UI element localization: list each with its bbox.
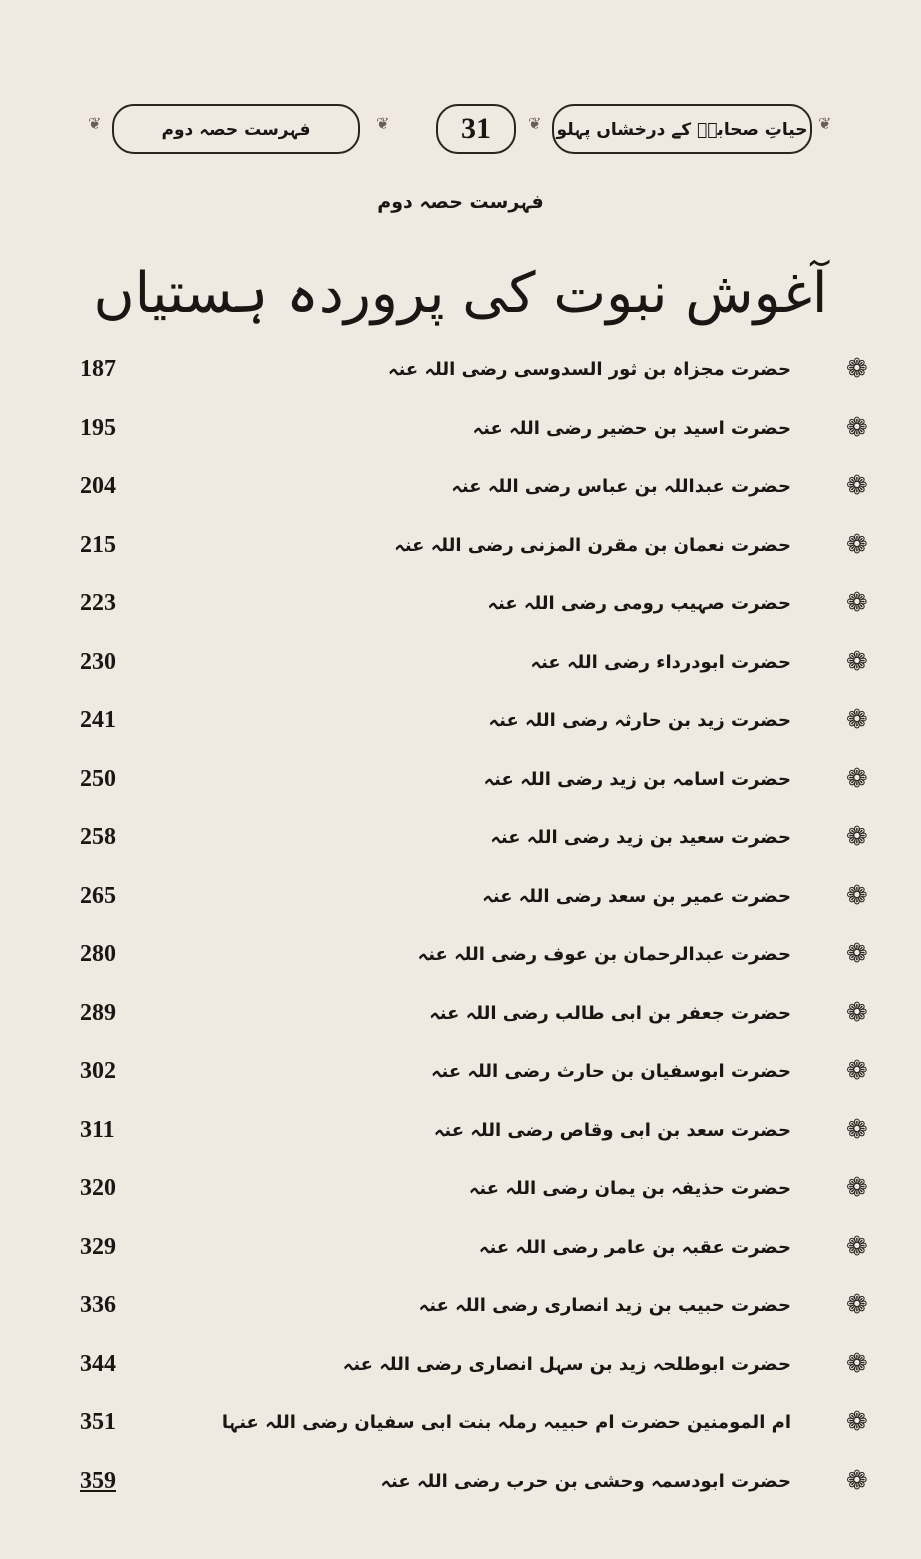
entry-page-number: 230 <box>80 648 116 675</box>
flower-bullet-icon: ❁ <box>846 1348 868 1379</box>
list-item <box>0 877 921 917</box>
list-item <box>0 526 921 566</box>
list-item <box>0 1111 921 1151</box>
entry-page-number: 289 <box>80 999 116 1026</box>
list-item <box>0 350 921 390</box>
list-item <box>0 935 921 975</box>
entry-name: حضرت نعمان بن مقرن المزنی رضی اللہ عنہ <box>394 534 791 556</box>
entry-page-number: 215 <box>80 531 116 558</box>
entry-page-number: 223 <box>80 590 116 616</box>
entry-name: حضرت زید بن حارثہ رضی اللہ عنہ <box>488 710 791 731</box>
section-text: فہرست حصہ دوم <box>161 119 311 140</box>
entry-name: حضرت جعفر بن ابی طالب رضی اللہ عنہ <box>429 1002 791 1024</box>
entry-page-number: 351 <box>80 1409 116 1435</box>
list-item <box>0 1052 921 1092</box>
entry-name: حضرت صہیب رومی رضی اللہ عنہ <box>487 593 791 614</box>
entry-page-number: 241 <box>80 707 116 733</box>
flower-bullet-icon: ❁ <box>846 1173 868 1203</box>
entry-page-number: 329 <box>80 1233 116 1260</box>
list-item <box>0 584 921 624</box>
list-item <box>0 1403 921 1443</box>
flower-bullet-icon: ❁ <box>846 763 868 794</box>
flower-bullet-icon: ❁ <box>846 939 868 969</box>
flower-bullet-icon: ❁ <box>846 1114 868 1145</box>
page-number-text: 31 <box>461 112 491 145</box>
flower-bullet-icon: ❁ <box>846 880 868 911</box>
entry-page-number: 320 <box>80 1175 116 1201</box>
entry-name: حضرت ابوطلحہ زید بن سہل انصاری رضی اللہ عنہ <box>342 1353 791 1375</box>
header-section-label <box>112 104 360 154</box>
entry-page-number: 302 <box>80 1058 116 1084</box>
list-item <box>0 1345 921 1385</box>
entry-page-number: 258 <box>80 824 116 850</box>
entry-name: حضرت اسامہ بن زید رضی اللہ عنہ <box>483 768 791 790</box>
entry-page-number: 250 <box>80 765 116 792</box>
flower-bullet-icon: ❁ <box>846 1290 868 1320</box>
flower-bullet-icon: ❁ <box>846 588 868 618</box>
page-number <box>436 104 516 154</box>
page-title: آغوش نبوت کی پروردہ ہستیاں <box>93 261 828 326</box>
flower-bullet-icon: ❁ <box>846 822 868 852</box>
flower-bullet-icon: ❁ <box>846 1231 868 1262</box>
entry-name: حضرت حذیفہ بن یمان رضی اللہ عنہ <box>468 1178 791 1199</box>
list-item <box>0 643 921 683</box>
entry-name: حضرت سعد بن ابی وقاص رضی اللہ عنہ <box>433 1119 791 1141</box>
list-item <box>0 818 921 858</box>
entry-name: حضرت حبیب بن زید انصاری رضی اللہ عنہ <box>418 1295 791 1316</box>
flower-bullet-icon: ❁ <box>846 705 868 735</box>
flower-bullet-icon: ❁ <box>846 412 868 443</box>
entry-name: حضرت عقبہ بن عامر رضی اللہ عنہ <box>478 1236 791 1258</box>
entry-page-number: 280 <box>80 941 116 967</box>
entry-name: حضرت ابودسمہ وحشی بن حرب رضی اللہ عنہ <box>380 1470 791 1492</box>
entry-page-number: 336 <box>80 1292 116 1318</box>
entry-page-number: 344 <box>80 1350 116 1377</box>
entry-name: حضرت ابودرداء رضی اللہ عنہ <box>530 651 791 673</box>
list-item <box>0 409 921 449</box>
entry-name: حضرت عبدالرحمان بن عوف رضی اللہ عنہ <box>417 944 791 965</box>
entry-page-number: 195 <box>80 414 116 441</box>
list-item <box>0 1286 921 1326</box>
flower-bullet-icon: ❁ <box>846 1465 868 1496</box>
flower-bullet-icon: ❁ <box>846 1407 868 1437</box>
entry-page-number: 265 <box>80 882 116 909</box>
flower-bullet-icon: ❁ <box>846 529 868 560</box>
ornament-icon: ❦ <box>376 114 390 133</box>
entry-page-number: 204 <box>80 473 116 499</box>
entry-name: حضرت عمیر بن سعد رضی اللہ عنہ <box>482 885 791 907</box>
flower-bullet-icon: ❁ <box>846 354 868 384</box>
list-item <box>0 760 921 800</box>
ornament-icon: ❦ <box>528 114 542 133</box>
book-title-text: حیاتِ صحابہؓ کے درخشاں پہلو <box>556 119 808 140</box>
list-item <box>0 1462 921 1502</box>
list-item <box>0 701 921 741</box>
flower-bullet-icon: ❁ <box>846 646 868 677</box>
ornament-icon: ❦ <box>818 114 832 133</box>
list-item <box>0 467 921 507</box>
page-subtitle: فہرست حصہ دوم <box>377 191 544 213</box>
entry-page-number: 311 <box>80 1116 115 1143</box>
flower-bullet-icon: ❁ <box>846 997 868 1028</box>
entry-name: حضرت مجزاہ بن ثور السدوسی رضی اللہ عنہ <box>388 359 791 380</box>
list-item <box>0 994 921 1034</box>
entry-page-number: 359 <box>80 1467 116 1494</box>
list-item <box>0 1228 921 1268</box>
header-book-title <box>552 104 812 154</box>
flower-bullet-icon: ❁ <box>846 1056 868 1086</box>
entry-name: حضرت عبداللہ بن عباس رضی اللہ عنہ <box>451 476 791 497</box>
entry-name: حضرت ابوسفیان بن حارث رضی اللہ عنہ <box>430 1061 791 1082</box>
entry-name: حضرت اسید بن حضیر رضی اللہ عنہ <box>472 417 791 439</box>
list-item <box>0 1169 921 1209</box>
flower-bullet-icon: ❁ <box>846 471 868 501</box>
entry-page-number: 187 <box>80 356 116 382</box>
entry-name: حضرت سعید بن زید رضی اللہ عنہ <box>490 827 791 848</box>
entry-name: ام المومنین حضرت ام حبیبہ رملہ بنت ابی سفیان رضی اللہ عنہا <box>221 1412 791 1433</box>
ornament-icon: ❦ <box>88 114 102 133</box>
